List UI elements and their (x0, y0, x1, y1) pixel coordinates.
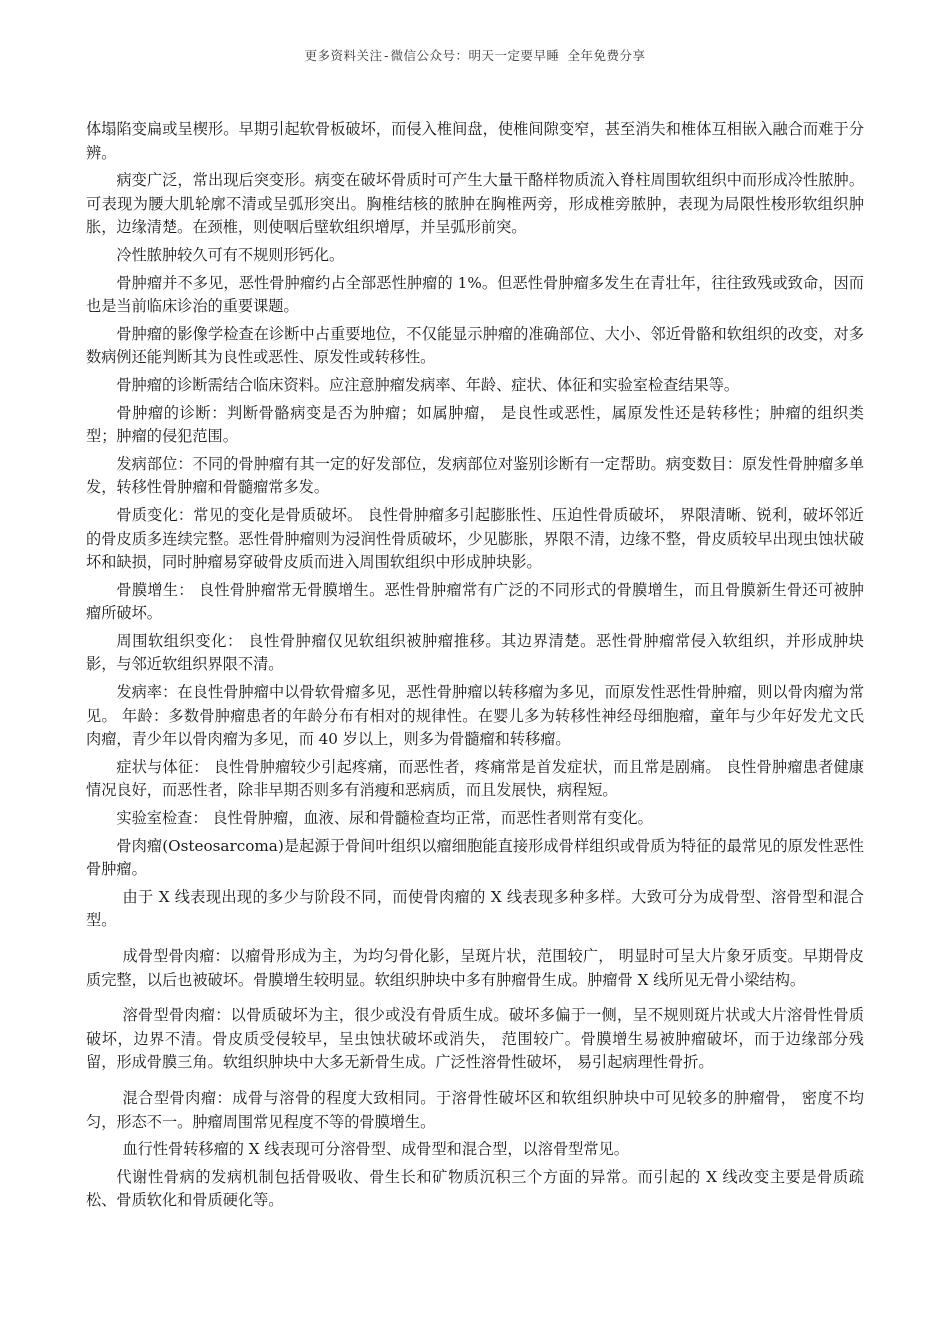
paragraph-metastasis: 血行性骨转移瘤的 X 线表现可分溶骨型、成骨型和混合型，以溶骨型常见。 (122, 1140, 629, 1159)
paragraph-calcification: 冷性脓肿较久可有不规则形钙化。 (116, 245, 345, 264)
paragraph-periosteal: 骨膜增生： 良性骨肿瘤常无骨膜增生。恶性骨肿瘤常有广泛的不同形式的骨膜增生，而且骨膜新生骨还可被肿瘤所破坏。 (86, 580, 864, 623)
paragraph-osteolytic: 溶骨型骨肉瘤：以骨质破坏为主，很少或没有骨质生成。破坏多偏于一侧，呈不规则斑片状或大片溶骨性骨质破坏，边界不清。骨皮质受侵较早，呈虫蚀状破坏或消失， 范围较广。骨膜增生易被肿瘤破坏，而于边缘部分残留，形成骨膜三角。软组织肿块中大多无新骨生成。广泛性溶骨性破坏， 易引起病理性骨折。 (86, 1006, 864, 1072)
paragraph-xray-types: 由于 X 线表现出现的多少与阶段不同，而使骨肉瘤的 X 线表现多种多样。大致可分为成骨型、溶骨型和混合型。 (86, 887, 864, 930)
paragraph-soft-tissue: 周围软组织变化： 良性骨肿瘤仅见软组织被肿瘤推移。其边界清楚。恶性骨肿瘤常侵入软组织，并形成肿块影，与邻近软组织界限不清。 (86, 631, 864, 674)
paragraph-bone-changes: 骨质变化：常见的变化是骨质破坏。 良性骨肿瘤多引起膨胀性、压迫性骨质破坏， 界限清晰、锐利，破坏邻近的骨皮质多连续完整。恶性骨肿瘤则为浸润性骨质破坏，少见膨胀，界限不清，边缘不整，骨皮质较早出现虫蚀状破坏和缺损，同时肿瘤易穿破骨皮质而进入周围软组织中形成肿块影。 (86, 505, 864, 572)
paragraph-imaging-role: 骨肿瘤的影像学检查在诊断中占重要地位，不仅能显示肿瘤的准确部位、大小、邻近骨骼和软组织的改变，对多数病例还能判断其为良性或恶性、原发性或转移性。 (86, 324, 864, 367)
paragraph-symptoms: 症状与体征： 良性骨肿瘤较少引起疼痛，而恶性者，疼痛常是首发症状，而且常是剧痛。 良性骨肿瘤患者健康情况良好，而恶性者，除非早期否则多有消瘦和恶病质，而且发展快，病程短。 (86, 757, 864, 800)
page-header: 更多资料关注-微信公众号：明天一定要早睡 全年免费分享 (304, 48, 646, 63)
paragraph-mixed: 混合型骨肉瘤：成骨与溶骨的程度大致相同。于溶骨性破坏区和软组织肿块中可见较多的肿瘤骨， 密度不均匀，形态不一。肿瘤周围常见程度不等的骨膜增生。 (86, 1088, 864, 1131)
paragraph-location: 发病部位：不同的骨肿瘤有其一定的好发部位，发病部位对鉴别诊断有一定帮助。病变数目：原发性骨肿瘤多单发，转移性骨肿瘤和骨髓瘤常多发。 (86, 454, 864, 497)
paragraph-continuation: 体塌陷变扁或呈楔形。早期引起软骨板破坏，而侵入椎间盘，使椎间隙变窄，甚至消失和椎体互相嵌入融合而难于分辨。 (86, 120, 864, 162)
paragraph-metabolic: 代谢性骨病的发病机制包括骨吸收、骨生长和矿物质沉积三个方面的异常。而引起的 X 线改变主要是骨质疏松、骨质软化和骨质硬化等。 (86, 1167, 864, 1210)
document-body (86, 118, 864, 1217)
paragraph-osteoblastic: 成骨型骨肉瘤：以瘤骨形成为主，为均匀骨化影，呈斑片状，范围较广， 明显时可呈大片象牙质变。早期骨皮质完整，以后也被破坏。骨膜增生较明显。软组织肿块中多有肿瘤骨生成。肿瘤骨 X 线所见无骨小梁结构。 (86, 947, 864, 989)
paragraph-incidence-age: 发病率：在良性骨肿瘤中以骨软骨瘤多见，恶性骨肿瘤以转移瘤为多见，而原发性恶性骨肿瘤，则以骨肉瘤为常见。 年龄：多数骨肿瘤患者的年龄分布有相对的规律性。在婴儿多为转移性神经母细胞瘤，童年与少年好发尤文氏肉瘤，青少年以骨肉瘤为多见，而 40 岁以上，则多为骨髓瘤和转移瘤。 (86, 683, 864, 749)
paragraph-lab-tests: 实验室检查： 良性骨肿瘤，血液、尿和骨髓检查均正常，而恶性者则常有变化。 (116, 809, 653, 828)
paragraph-bone-tumor-intro: 骨肿瘤并不多见，恶性骨肿瘤约占全部恶性肿瘤的 1%。但恶性骨肿瘤多发生在青壮年，往往致残或致命，因而也是当前临床诊治的重要课题。 (86, 273, 864, 316)
paragraph-diagnosis: 骨肿瘤的诊断：判断骨骼病变是否为肿瘤；如属肿瘤， 是良性或恶性，属原发性还是转移性；肿瘤的组织类型；肿瘤的侵犯范围。 (86, 403, 864, 446)
paragraph-clinical-data: 骨肿瘤的诊断需结合临床资料。应注意肿瘤发病率、年龄、症状、体征和实验室检查结果等。 (116, 375, 740, 394)
paragraph-cold-abscess: 病变广泛，常出现后突变形。病变在破坏骨质时可产生大量干酪样物质流入脊柱周围软组织中而形成冷性脓肿。可表现为腰大肌轮廓不清或呈弧形突出。胸椎结核的脓肿在胸椎两旁，形成椎旁脓肿，表现为局限性梭形软组织肿胀，边缘清楚。在颈椎，则使咽后壁软组织增厚，并呈弧形前突。 (86, 171, 864, 237)
paragraph-osteosarcoma-def: 骨肉瘤(Osteosarcoma)是起源于骨间叶组织以瘤细胞能直接形成骨样组织或骨质为特征的最常见的原发性恶性骨肿瘤。 (86, 836, 864, 879)
